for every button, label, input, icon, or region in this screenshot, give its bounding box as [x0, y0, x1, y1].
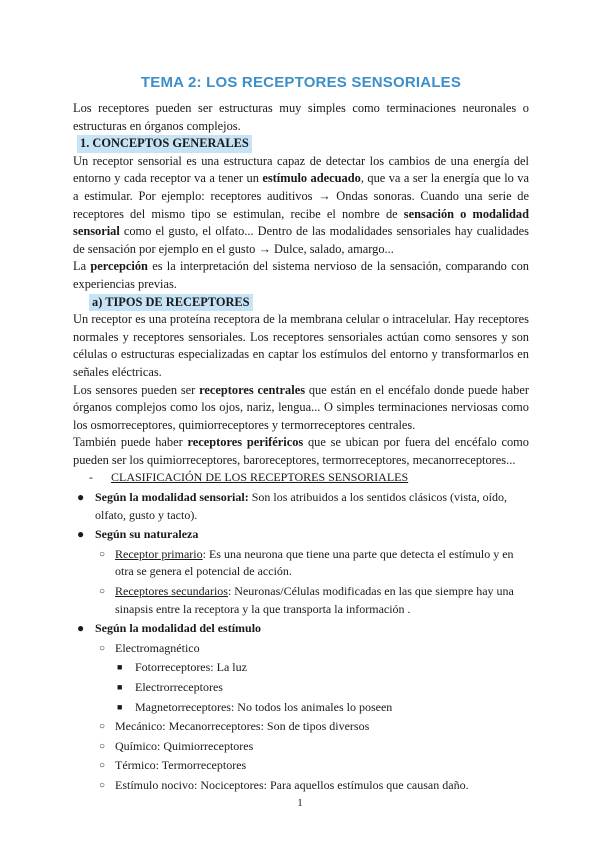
circle-bullet-icon: ○ — [99, 548, 106, 560]
classification-heading — [73, 469, 529, 487]
list-item-naturaleza: ● Según su naturaleza — [73, 526, 529, 544]
paragraph-receptores-centrales: Los sensores pueden ser receptores centrales que están en el encéfalo donde puede haber órganos complejos como los ojos, nariz, lengua... O simples terminaciones nerviosas como los osmorreceptores, quimiorreceptores y termorreceptores centrales. — [73, 382, 529, 432]
paragraph-receptor-proteina: Un receptor es una proteína receptora de la membrana celular o intracelular. Hay receptores normales y receptores sensoriales. Los receptores sensoriales actúan como sensores y son células o estructuras especializadas en captar los estímulos del entorno y transformarlos en señales eléctricas. — [73, 312, 529, 379]
square-bullet-icon: ■ — [117, 682, 123, 692]
list-item-receptor-primario: ○ Receptor primario: Es una neurona que tiene una parte que detecta el estímulo y en otra se genera el potencial de acción. — [99, 546, 514, 579]
paragraph-percepcion: La percepción es la interpretación del sistema nervioso de la sensación, comparando con experiencias previas. — [73, 259, 529, 291]
circle-bullet-icon: ○ — [99, 760, 106, 772]
list-item-electrorreceptores: ■ Electrorreceptores — [73, 679, 529, 697]
list-item-quimico: ○ Químico: Quimiorreceptores — [73, 738, 529, 756]
list-item-fotorreceptores: ■ Fotorreceptores: La luz — [73, 659, 529, 677]
square-bullet-icon: ■ — [117, 662, 123, 673]
list-item-magnetorreceptores: ■ Magnetorreceptores: No todos los animales lo poseen — [73, 699, 529, 717]
list-item-termico: ○ Térmico: Termorreceptores — [73, 757, 529, 775]
list-item-receptores-secundarios: ○ Receptores secundarios: Neuronas/Células modificadas en las que siempre hay una sinapsis entre la receptora y la que transporta la información . — [99, 584, 514, 616]
circle-bullet-icon: ○ — [99, 721, 106, 733]
intro-paragraph: Los receptores pueden ser estructuras muy simples como terminaciones neuronales o estructuras en órganos complejos. — [73, 101, 529, 133]
disc-bullet-icon: ● — [77, 490, 85, 505]
disc-bullet-icon: ● — [77, 527, 85, 542]
page-title: TEMA 2: LOS RECEPTORES SENSORIALES — [140, 74, 462, 91]
list-item-modalidad-estimulo: ● Según la modalidad del estímulo — [73, 620, 529, 638]
classification-heading-text: CLASIFICACIÓN DE LOS RECEPTORES SENSORIALES — [111, 470, 409, 485]
paragraph-receptor-sensorial: Un receptor sensorial es una estructura capaz de detectar los cambios de una energía del entorno y cada receptor va a tener un estímulo adecuado, que va a ser la energía que lo va a estimular. Por ejemplo: receptores auditivos → Ondas sonoras. Cuando una serie de receptores del mismo tipo se estimulan, recibe el nombre de sensación o modalidad sensorial como el gusto, el olfato... Dentro de las modalidades sensoriales hay cualidades de sensación por ejemplo en el gusto → Dulce, salado, amargo... — [73, 153, 529, 256]
square-bullet-icon: ■ — [117, 701, 123, 712]
paragraph-receptores-perifericos: También puede haber receptores periféricos que se ubican por fuera del encéfalo como pueden ser los quimiorreceptores, baroreceptores, termorreceptores, mecanorreceptores... — [73, 435, 529, 467]
circle-bullet-icon: ○ — [99, 740, 106, 752]
page-number: 1 — [297, 797, 303, 809]
subsection-heading-label: a) TIPOS DE RECEPTORES — [89, 294, 253, 312]
dash-marker: - — [89, 470, 93, 485]
circle-bullet-icon: ○ — [99, 586, 106, 598]
subsection-heading-tipos — [73, 294, 529, 312]
section-heading-conceptos — [73, 135, 529, 153]
list-item-mecanico: ○ Mecánico: Mecanorreceptores: Son de tipos diversos — [73, 718, 529, 736]
list-item-modalidad-sensorial: ● Según la modalidad sensorial: Son los atribuidos a los sentidos clásicos (vista, oído, olfato, gusto y tacto). — [77, 490, 508, 522]
classification-list — [73, 489, 529, 795]
list-item-electromagnetico: ○ Electromagnético — [73, 640, 529, 658]
circle-bullet-icon: ○ — [99, 779, 106, 791]
section-heading-label: 1. CONCEPTOS GENERALES — [77, 135, 252, 153]
document-page — [73, 72, 529, 795]
list-item-nocivo: ○ Estímulo nocivo: Nociceptores: Para aquellos estímulos que causan daño. — [73, 777, 529, 795]
circle-bullet-icon: ○ — [99, 642, 106, 654]
disc-bullet-icon: ● — [77, 621, 85, 636]
